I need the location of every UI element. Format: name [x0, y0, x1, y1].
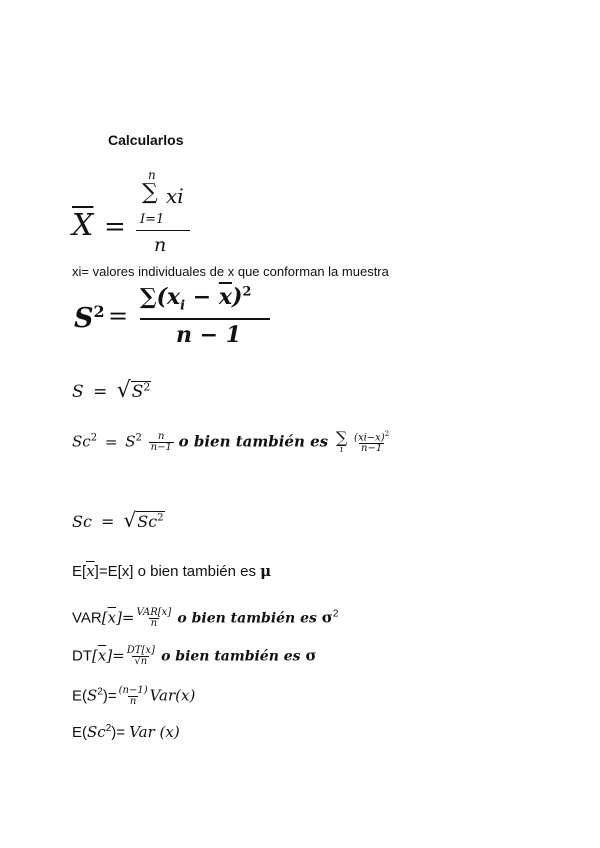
- es2-line: $E(S^2)=$ $\frac{(n-1)}{n}$ Var(x): [72, 685, 196, 707]
- sc-formula: Sc = √Sc$^2$: [72, 508, 164, 532]
- mean-sum-bottom: I=1: [140, 212, 165, 227]
- variance-formula: [72, 282, 292, 352]
- page-heading: Calcularlos: [108, 132, 184, 148]
- sc2-formula: $Sc^2 = S^2$ $\frac{n}{n-1}$ o bien también es ∑ i $\frac{(xi-x)^2}{n-1}$: [72, 428, 390, 455]
- mean-lhs: $\overline{X}$: [72, 208, 94, 243]
- esc2-line: $E(Sc^2)=$ Var (x): [72, 723, 180, 741]
- variance-lhs: $S^2$: [74, 302, 105, 334]
- std-formula: $S = √S^2$: [72, 378, 151, 403]
- sc2-frac2: $\frac{(xi-x)^2}{n-1}$: [354, 429, 390, 455]
- mean-sum-top: n: [148, 168, 156, 182]
- mean-sum-symbol: ∑: [142, 180, 158, 205]
- mean-summand: xi: [166, 184, 184, 208]
- description-text: xi= valores individuales de x que conforman la muestra: [72, 264, 389, 279]
- variance-equals: =: [108, 302, 129, 330]
- expectation-line: $E[\overline{x}]=E[x]$ o bien también es μ: [72, 562, 272, 580]
- mean-equals: =: [104, 212, 126, 242]
- var-line: $VAR[\overline{x}]=$ $\frac{\text{VAR[x]}}{n}$ o bien también es $\sigma^2$: [72, 607, 339, 629]
- mean-fraction-bar: [136, 230, 190, 231]
- variance-denominator: n − 1: [176, 322, 242, 348]
- variance-fraction-bar: [140, 318, 270, 320]
- dt-line: $DT[\overline{x}]=$ $\frac{DT[x]}{√n}$ o bien también es σ: [72, 645, 317, 667]
- sc2-frac: $\frac{n}{n-1}$: [150, 431, 172, 453]
- mean-formula: [70, 168, 220, 258]
- variance-numerator: $\sum(x_i - \overline{x})^2$: [140, 284, 252, 314]
- mean-denominator: n: [154, 234, 167, 256]
